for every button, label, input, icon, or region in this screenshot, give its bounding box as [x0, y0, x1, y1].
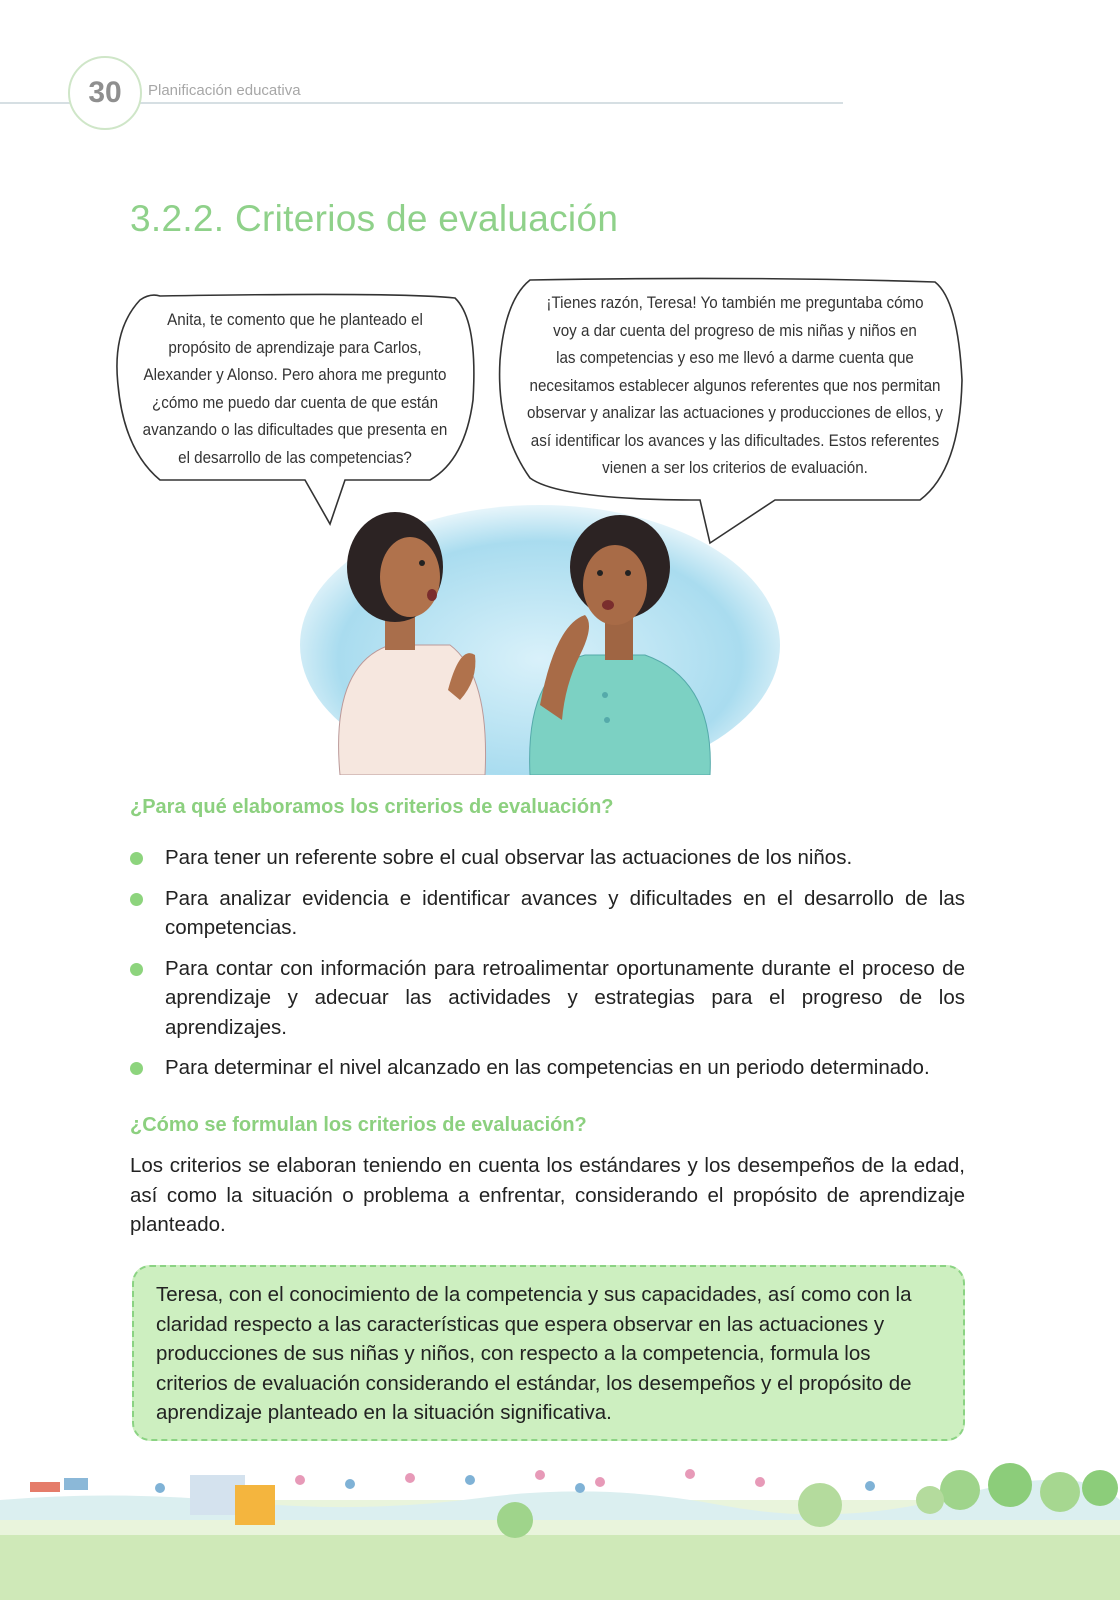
list-item [130, 1053, 965, 1083]
bubble-line: así identificar los avances y las dificultades. Estos referentes [530, 431, 940, 450]
list-item [130, 843, 965, 873]
page-number: 30 [68, 56, 142, 130]
bubble-line: Alexander y Alonso. Pero ahora me pregunto [143, 366, 447, 384]
bullet-text: Para analizar evidencia e identificar avances y dificultades en el desarrollo de las competencias. [165, 886, 965, 939]
green-dot-icon [130, 893, 143, 906]
two-teachers-talking-illustration [300, 505, 780, 775]
bubble-line: voy a dar cuenta del progreso de mis niñas y niños en [553, 321, 917, 340]
bubble-line: avanzando o las dificultades que presenta en [142, 421, 448, 439]
green-dot-icon [130, 1062, 143, 1075]
purpose-bullet-list [130, 843, 965, 1094]
highlight-note-box: Teresa, con el conocimiento de la competencia y sus capacidades, así como con la claridad respecto a las características que espera observar en las actuaciones y producciones de sus niñas y niños, con respecto a la competencia, formula los criterios de evaluación considerando el estándar, los desempeños y el propósito de aprendizaje planteado en la situación significativa. [132, 1265, 965, 1441]
bubble-line: observar y analizar las actuaciones y producciones de ellos, y [527, 404, 943, 422]
question-heading-purpose: ¿Para qué elaboramos los criterios de evaluación? [130, 796, 614, 818]
bubble-line: ¿cómo me puedo dar cuenta de que están [151, 393, 439, 412]
bubble-line: propósito de aprendizaje para Carlos, [168, 338, 422, 357]
left-speech-bubble-text [134, 307, 456, 472]
bubble-line: Anita, te comento que he planteado el [167, 311, 423, 329]
bubble-line: el desarrollo de las competencias? [178, 448, 412, 467]
section-title: 3.2.2. Criterios de evaluación [130, 198, 619, 239]
formulation-paragraph: Los criterios se elaboran teniendo en cuenta los estándares y los desempeños de la edad, así como la situación o problema a enfrentar, considerando el propósito de aprendizaje planteado. [130, 1154, 965, 1236]
bubble-line: vienen a ser los criterios de evaluación. [602, 459, 868, 477]
green-dot-icon [130, 963, 143, 976]
list-item [130, 954, 965, 1043]
question-heading-formulation: ¿Cómo se formulan los criterios de evaluación? [130, 1114, 587, 1136]
right-speech-bubble-text [519, 290, 951, 483]
bullet-text: Para tener un referente sobre el cual observar las actuaciones de los niños. [165, 846, 853, 869]
green-dot-icon [130, 852, 143, 865]
bullet-text: Para contar con información para retroalimentar oportunamente durante el proceso de aprendizaje y adecuar las actividades y estrategias para el progreso de los aprendizajes. [165, 956, 965, 1039]
bubble-line: las competencias y eso me llevó a darme cuenta que [556, 349, 914, 367]
bullet-text: Para determinar el nivel alcanzado en las competencias en un periodo determinado. [165, 1056, 930, 1079]
running-title: Planificación educativa [148, 82, 301, 99]
bubble-line: necesitamos establecer algunos referentes que nos permitan [529, 376, 941, 395]
bubble-line: ¡Tienes razón, Teresa! Yo también me preguntaba cómo [546, 294, 924, 312]
community-landscape-footer [0, 1460, 1120, 1600]
list-item [130, 884, 965, 943]
